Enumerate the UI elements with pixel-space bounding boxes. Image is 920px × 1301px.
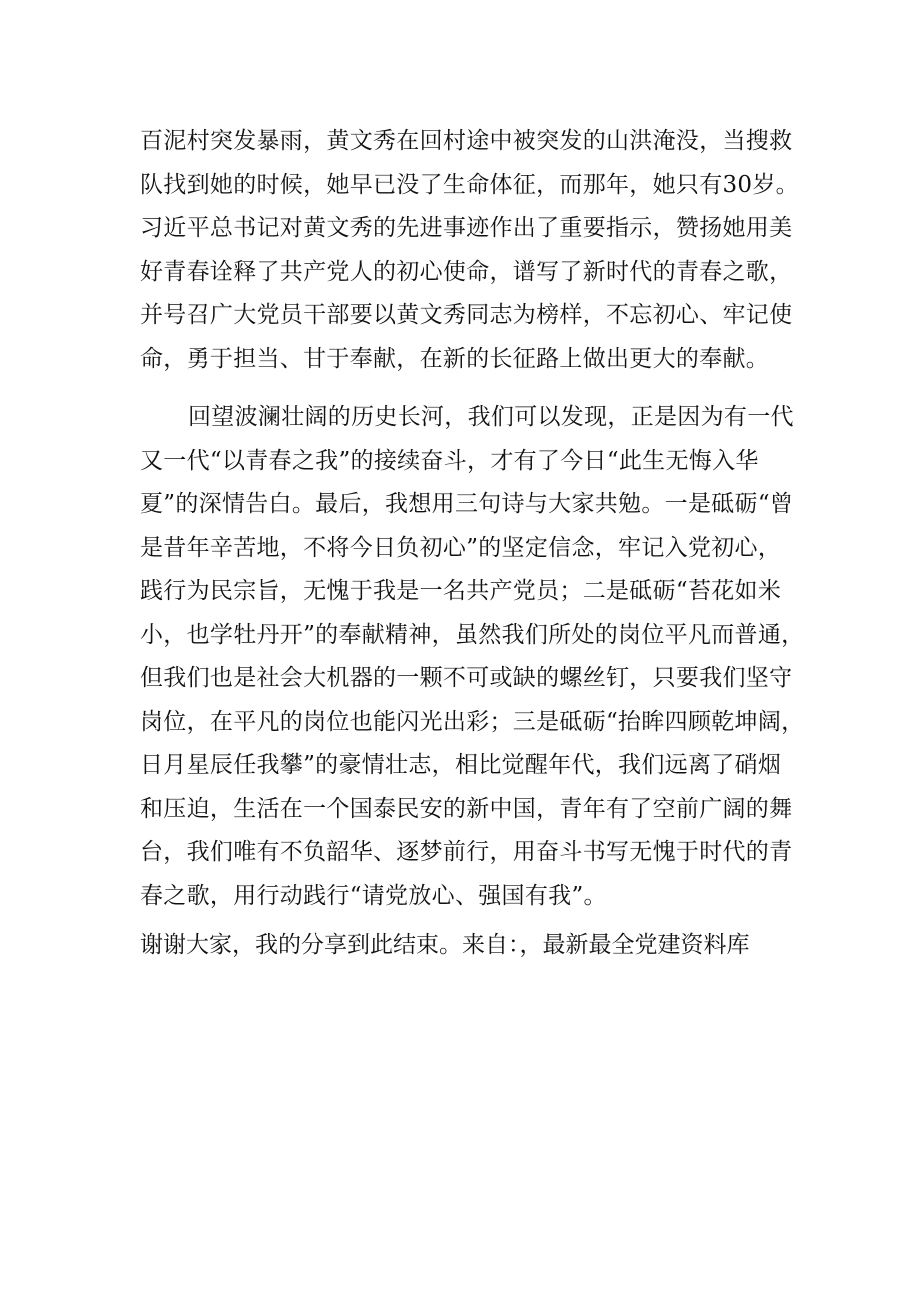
text-line: 习近平总书记对黄文秀的先进事迹作出了重要指示，赞扬她用美	[140, 215, 793, 241]
text-line: 队找到她的时候，她早已没了生命体征，而那年，她只有30岁。	[140, 171, 799, 198]
text-line: 并号召广大党员干部要以黄文秀同志为榜样，不忘初心、牢记使	[140, 302, 793, 328]
text-line: 台，我们唯有不负韶华、逐梦前行，用奋斗书写无愧于时代的青	[140, 839, 793, 865]
text-line: 百泥村突发暴雨，黄文秀在回村途中被突发的山洪淹没，当搜救	[140, 128, 793, 154]
text-line: 但我们也是社会大机器的一颗不可或缺的螺丝钉，只要我们坚守	[140, 665, 793, 691]
paragraph-1	[140, 120, 800, 381]
closing-line: 谢谢大家，我的分享到此结束。来自：，最新最全党建资料库	[140, 932, 750, 958]
document-body	[140, 120, 805, 968]
paragraph-2	[140, 396, 805, 918]
text-line: 命，勇于担当、甘于奉献，在新的长征路上做出更大的奉献。	[140, 345, 770, 372]
text-line: 小，也学牡丹开”的奉献精神，虽然我们所处的岗位平凡而普通，	[140, 621, 805, 648]
text-line: 春之歌，用行动践行“请党放心、强国有我”。	[140, 882, 607, 909]
text-line: 又一代“以青春之我”的接续奋斗，才有了今日“此生无悔入华	[140, 447, 759, 474]
text-line: 岗位，在平凡的岗位也能闪光出彩；三是砥砺“抬眸四顾乾坤阔，	[140, 708, 805, 735]
text-line: 好青春诠释了共产党人的初心使命，谱写了新时代的青春之歌，	[140, 258, 793, 285]
text-line: 回望波澜壮阔的历史长河，我们可以发现，正是因为有一代	[188, 404, 794, 430]
text-line: 是昔年辛苦地，不将今日负初心”的坚定信念，牢记入党初心，	[140, 534, 782, 561]
text-line: 践行为民宗旨，无愧于我是一名共产党员；二是砥砺“苔花如米	[140, 578, 782, 604]
text-line: 夏”的深情告白。最后，我想用三句诗与大家共勉。一是砥砺“曾	[140, 491, 794, 517]
text-line: 和压迫，生活在一个国泰民安的新中国，青年有了空前广阔的舞	[140, 795, 793, 822]
text-line: 日月星辰任我攀”的豪情壮志，相比觉醒年代，我们远离了硝烟	[140, 752, 782, 778]
